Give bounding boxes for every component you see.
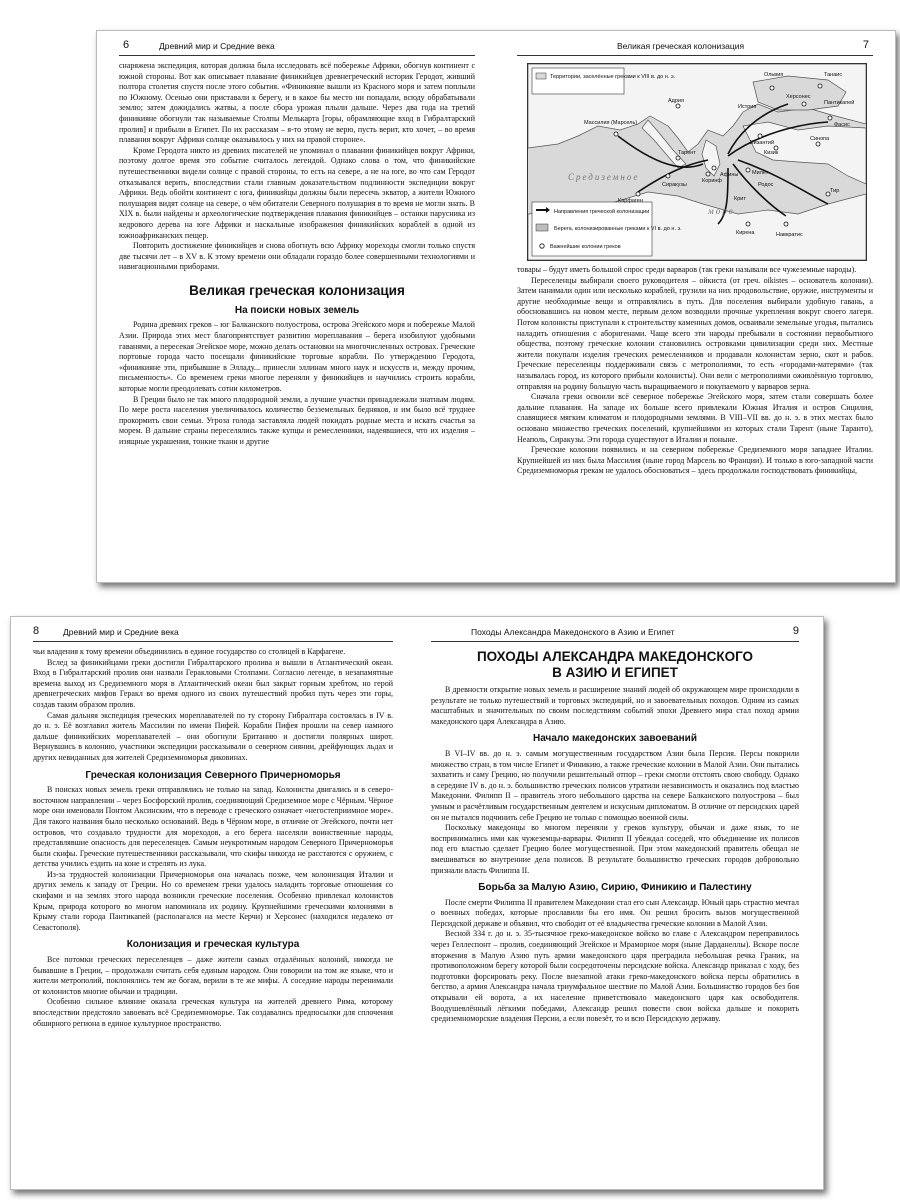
page-header — [431, 625, 799, 642]
map-label: Тир — [830, 188, 840, 194]
paragraph: Поскольку македонцы во многом переняли у греков культуру, обычаи и даже язык, то не воспринимались ими как чужеземцы-варвары. Филипп II убеждал соседей, что объединение их полисов под его властью сделает Грецию более могущественной. При этом македонский правитель обещал не вмешиваться во внутренние дела полисов. В результате большинство греческих городов добровольно признали власть Филиппа II. — [431, 823, 799, 875]
paragraph: В Греции было не так много плодородной земли, а лучшие участки принадлежали знатным людям. По мере роста населения увеличивалось количество безземельных бедняков, и им было всё труднее прокормить свои семьи. Угроза голода заставляла людей покидать родные места и искать счастья за морем. В дальние страны переселялись также купцы и ремесленники, надеявшиеся, что их изделия – изящные украшения, тонкие ткани и другие — [119, 394, 475, 446]
page-number: 8 — [33, 625, 40, 637]
map-label: Кирена — [736, 230, 755, 236]
paragraph: В VI–IV вв. до н. э. самым могущественным государством Азии была Персия. Персы покорили множество стран, в том числе Египет и Финикию, а также греческие колонии в Малой Азии. Они пытались захватить и саму Грецию, но получили решительный отпор – греки смогли отстоять свою свободу. Однако в середине IV в. до н. э. большинство греческих полисов утратили независимость и оказались под властью Македонии. Филипп II – правитель этого небольшого царства на севере Балканского полуострова – был умным и расчётливым государственным деятелем и искусным дипломатом. В отличие от персидских царей он не пытался подчинить себе Грецию не только с помощью военной силы. — [431, 748, 799, 822]
map-label: Византий — [750, 140, 775, 146]
colonization-map — [527, 63, 867, 261]
paragraph: Повторить достижение финикийцев и снова обогнуть всю Африку мореходы смогли только спустя две тысячи лет – в XV в. К этому времени они обладали гораздо более совершенными технологиями и навигационными приборами. — [119, 241, 475, 272]
subsection-title: Борьба за Малую Азию, Сирию, Финикию и Палестину — [478, 882, 752, 894]
page-number: 7 — [862, 39, 869, 51]
subsection-title: Греческая колонизация Северного Причерноморья — [85, 769, 341, 781]
section-title-line: ПОХОДЫ АЛЕКСАНДРА МАКЕДОНСКОГО — [476, 649, 754, 664]
paragraph: После смерти Филиппа II правителем Македонии стал его сын Александр. Юный царь страстно мечтал о военных победах, которые прославили бы его имя. Он решил бросить вызов могущественной Персидской державе и объявил, что свободит от её владычества греческие колонии в Малой Азии. — [431, 897, 799, 928]
page-text — [431, 647, 799, 1025]
paragraph: Кроме Геродота никто из древних писателей не упоминал о плавании финикийцев вокруг Африки, поэтому долгое время это событие считалось легендой. Однако слова о том, что финикийские путешественники видели солнце с правой стороны, то есть на севере, а не на юге, во что сам Геродот отказывался верить, впоследствии стали главным доказательством подлинности экспедиции вокруг Африки. Ведь обойти континент с юга, финикийцы должны были пересечь экватор, а жители Южного полушария видят солнце на севере, о чём обитатели Северного полушария в то время не могли знать. В XIX в. были найдены и археологические подтверждения плавания финикийцев – останки парусника из кедрового дерева на юге Африки и наскальные изображения финикийских кораблей в одной из южноафриканских пещер. — [119, 145, 475, 240]
legend-territory-text: Территории, заселённые греками к VIII в. до н. э. — [550, 74, 676, 80]
map-label: Афины — [720, 172, 739, 178]
map-label: Кизик — [764, 150, 779, 156]
paragraph: В древности открытие новых земель и расширение знаний людей об окружающем мире происходили в результате не только путешествий и торговых экспедиций, но и завоевательных походов. Одним из самых масштабных и значительных по своим последствиям событий эпохи Древнего мира стал поход армии македонского царя Александра в Азию. — [431, 685, 799, 726]
page-7 — [517, 31, 873, 582]
paragraph: В поисках новых земель греки отправлялись не только на запад. Колонисты двигались и в северо-восточном направлении – через Босфорский пролив, соединяющий Средиземное море с Чёрным. Чёрное море они именовали Понтом Аксинским, что в переводе с греческого означает «негостеприимное море». Для такого названия было несколько оснований. Ведь в Чёрном море, в отличие от Эгейского, почти нет островов, что создавало трудности для мореходов, а его берега населяли воинственные народы, представлявшие опасность для переселенцев. Самым неукротимым народом Северного Причерноморья были скифы. Греческие путешественники рассказывали, что скифы никогда не расстаются с оружием, с детства учились ездить на коне и стрелять из лука. — [33, 785, 393, 869]
map-label: Синопа — [810, 136, 830, 142]
paragraph: Переселенцы выбирали своего руководителя – ойкиста (от греч. oikistes – основатель колонии). Затем нанимали один или несколько кораблей, грузили на них продовольствие, оружие, инструменты и другие необходимые вещи и отправлялись в путь. Для поселения выбирали удобную гавань, а обосновавшись на новом месте, первым делом возводили прочные укрепления вокруг своего лагеря. Потом колонисты приступали к строительству каменных домов, осваивали земельные угодья, пытались наладить отношения с аборигенами. Чаще всего эти народы пребывали в состоянии первобытного общества, поэтому греческие колонии становились островками цивилизации среди них. Местные жители покупали изделия греческих ремесленников и продавали колонистам зерно, скот и рабов. Греческие переселенцы поддерживали связь с метрополиями, то есть «городами-матерями» (так называлась город, из которого прибыли колонисты). Они вели с метрополиями оживлённую торговлю, отправляя на родину большую часть выращиваемого и покупаемого у варваров зерна. — [517, 275, 873, 391]
section-title-line: В АЗИЮ И ЕГИПЕТ — [552, 665, 678, 680]
map-label: Адрия — [668, 98, 684, 104]
paragraph: Греческие колонии появились и на северном побережье Средиземного моря западнее Италии. Крупнейшей из них была Массилия (ныне город Марсель во Франции). И только в юго-западной части Средиземноморья грекам не удалось обосноваться – здесь продолжали господствовать финикийцы, — [517, 445, 873, 476]
legend-colonies-text: Важнейшие колонии греков — [550, 244, 621, 250]
book-spread-pages-6-7 — [96, 30, 896, 583]
map-label: Танаис — [824, 72, 843, 78]
legend-coasts-text: Берега, колонизированные греками к VI в. до н. э. — [554, 226, 682, 232]
map-label: Сиракузы — [662, 182, 687, 188]
paragraph: Весной 334 г. до н. э. 35-тысячное греко-македонское войско во главе с Александром переправилось через Геллеспонт – пролив, соединяющий Эгейское и Мраморное моря (ныне Дарданеллы). Вскоре после вторжения в Малую Азию путь армии македонского царя преградила небольшая речка Граник, на противоположном берегу которой были сосредоточены персидские войска. Александр приказал с ходу, без подготовки форсировать реку. После внезапной атаки греко-македонского войска персы обратились в бегство, а армия Александра начала триумфальное шествие по Малой Азии. Большинство городов без боя открывали ей ворота, а их население приветствовало македонского царя как освободителя. Воодушевлённый лёгкими победами, Александр решил повести свои войска дальше и покорить средиземноморские владения Персии, а если повезёт, то и всю Персидскую державу. — [431, 929, 799, 1024]
page-text — [33, 647, 393, 1029]
map-label: Ольвия — [764, 72, 784, 78]
map-label: Родос — [758, 182, 774, 188]
subsection-title: Колонизация и греческая культура — [126, 939, 300, 951]
page-number: 6 — [123, 39, 130, 51]
page-text — [119, 61, 475, 448]
page-9 — [431, 617, 799, 1189]
paragraph: Особенно сильное влияние оказала греческая культура на жителей древнего Рима, которому впоследствии предстояло завоевать всё Средиземноморье. Так создавались предпосылки для сплочения обширного региона в единое культурное пространство. — [33, 997, 393, 1028]
page-header — [33, 625, 393, 642]
page-header — [119, 39, 475, 56]
paragraph: Родина древних греков – юг Балканского полуострова, острова Эгейского моря и побережье Малой Азии. Природа этих мест благоприятствует развитию мореплавания – берега изобилуют удобными гаванями, а пересекая Эгейское море, можно делать остановки на многочисленных островах. Греческие портовые города часто посещали финикийские торговые корабли. По утверждению Геродота, «финикияне эти, прибывшие в Элладу... принесли эллинам много наук и искусств и, между прочим, письменность». Со временем греки многое переняли у финикийцев и научились строить корабли, которые могли преодолевать сотни километров. — [119, 320, 475, 394]
running-title: Походы Александра Македонского в Азию и Египет — [471, 627, 675, 637]
map-label: Крит — [734, 196, 746, 202]
paragraph: Вслед за финикийцами греки достигли Гибралтарского пролива и вышли в Атлантический океан. Вход в Гибралтарский пролив они назвали Геракловыми Столпами. Согласно легенде, в незапамятные времена выход из Средиземного моря в Атлантический океан был закрыт горным хребтом, но герой древнегреческих мифов Геракл во время одного из своих путешествий пробил путь через эти горы, создав таким образом пролив. — [33, 657, 393, 709]
map-label: Массилия (Марсель) — [584, 120, 638, 126]
page-8 — [33, 617, 393, 1189]
map-label: Фасис — [834, 122, 850, 128]
paragraph: Из-за трудностей колонизации Причерноморья она началась позже, чем колонизация Италии и других земель к западу от Греции. Но со временем греки удалось наладить торговые отношения со скифами и на землях этого народа возникли греческие поселения. Особенно привлекал колонистов Крым, природа которого во многом напоминала их родину. Крупнейшими греческими колониями в Крыму стали города Пантикапей (располагался на месте Керчи) и Херсонес (находился недалеко от Севастополя). — [33, 869, 393, 932]
map-label: Истрия — [738, 104, 757, 110]
running-title: Древний мир и Средние века — [63, 627, 179, 637]
map-label: Карфаген — [618, 198, 643, 204]
map-label: Тарент — [678, 150, 696, 156]
running-title: Великая греческая колонизация — [617, 41, 745, 51]
running-title: Древний мир и Средние века — [159, 41, 275, 51]
map-label: Милет — [752, 170, 769, 176]
paragraph: товары – будут иметь большой спрос среди варваров (так греки называли все чужеземные народы). — [517, 265, 857, 274]
map-graphic — [528, 64, 866, 260]
page-6 — [119, 31, 475, 582]
map-label: Херсонес — [786, 94, 811, 100]
paragraph: Сначала греки освоили всё северное побережье Эгейского моря, затем стали совершать более дальние плавания. На западе их больше всего привлекали Южная Италия и остров Сицилия, славящиеся мягким климатом и плодородными землями. В VIII–VII вв. до н. э. в этих местах было основано множество греческих поселений, крупнейшими из которых стали Тарент (ныне Таранто), Неаполь, Сиракузы. Эти города существуют в Италии и поныне. — [517, 392, 873, 444]
paragraph: чьи владения к тому времени объединились в единое государство со столицей в Карфагене. — [33, 647, 346, 656]
map-label: Коринф — [702, 178, 722, 184]
map-label: Пантикапей — [824, 100, 855, 106]
page-text — [517, 265, 873, 477]
paragraph: Самая дальняя экспедиция греческих мореплавателей по ту сторону Гибралтара состоялась в IV в. до н. э. Её возглавил житель Массилии по имени Пифей. Корабли Пифея прошли на север намного дальше финикийских мореплавателей – они обогнули Британию и достигли полярных широт. Вернувшись в колонию, участники экспедиции рассказывали о северном сиянии, дрейфующих льдах и других невиданных для жителей Средиземноморья диковинах. — [33, 710, 393, 762]
section-title — [431, 649, 799, 681]
subsection-title: На поиски новых земель — [234, 304, 360, 316]
book-spread-pages-8-9 — [10, 616, 824, 1190]
section-title: Великая греческая колонизация — [189, 282, 405, 298]
page-number: 9 — [792, 625, 799, 637]
sea-label: Средиземное — [568, 172, 640, 182]
map-label: Навкратис — [776, 232, 803, 238]
sea-label: море — [708, 206, 735, 216]
paragraph: Все потомки греческих переселенцев – даже жители самых отдалённых колоний, никогда не бывавшие в Греции, – продолжали считать себя единым народом. Они говорили на том же языке, что и жители метрополий, поклонялись тем же богам, верили в те же мифы. А соседние народы перенимали от колонистов многие обычаи и традиции. — [33, 955, 393, 996]
subsection-title: Начало македонских завоеваний — [533, 733, 697, 745]
legend-directions-text: Направления греческой колонизации — [554, 209, 650, 215]
page-header — [517, 39, 873, 56]
paragraph: снаряжена экспедиция, которая должна была исследовать всё побережье Африки, обогнув континент с южной стороны. Вот как описывает плавание финикийцев древнегреческий историк Геродот, живший полтора столетия спустя после этого события. «Финикияне вышли из Красного моря и затем поплыли по Южному. Осенью они приставали к берегу, и в какое бы место ни попадали, всюду обрабатывали землю; затем дожидались жатвы, а после сбора урожая плыли дальше. Через два года на третий финикияне обогнули так называемые Столпы Мелькарта [горы, обрамляющие вход в Гибралтарский пролив] и прибыли в Египет. По их рассказам – я-то этому не верю, пусть верит, кто хочет, – во время плавания вокруг Африки солнце оказывалось у них на правой стороне». — [119, 61, 475, 145]
